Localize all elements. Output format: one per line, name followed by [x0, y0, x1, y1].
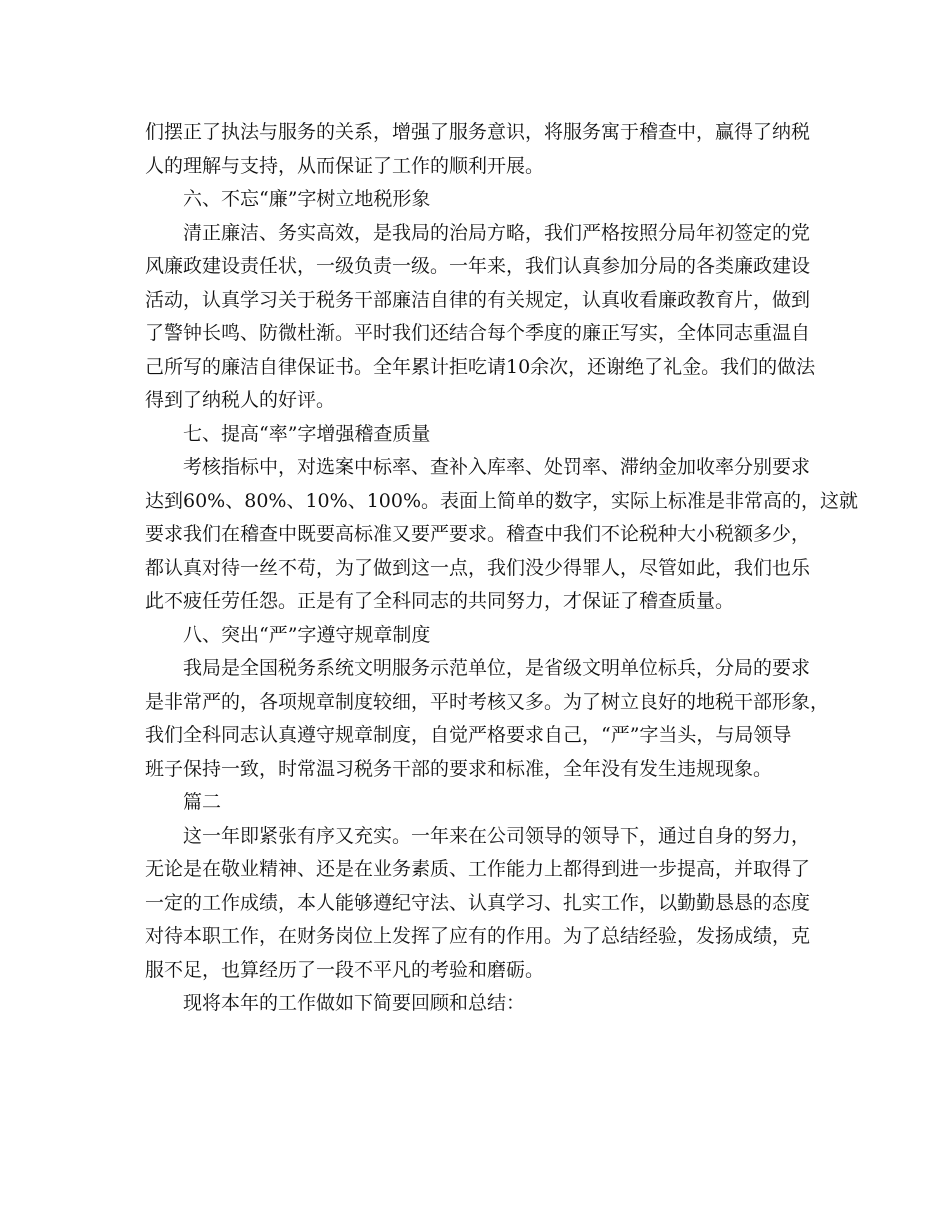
- paragraph-line: 们摆正了执法与服务的关系，增强了服务意识，将服务寓于稽查中，赢得了纳税: [145, 121, 811, 143]
- part-heading: 篇二: [183, 791, 222, 813]
- section-heading: 八、突出“严”字遵守规章制度: [183, 623, 431, 646]
- paragraph-line: 我局是全国税务系统文明服务示范单位，是省级文明单位标兵，分局的要求: [183, 657, 811, 679]
- paragraph-line: 这一年即紧张有序又充实。一年来在公司领导的领导下，通过自身的努力，: [183, 824, 811, 847]
- paragraph-line: 得到了纳税人的好评。: [145, 389, 336, 411]
- paragraph-line: 考核指标中，对选案中标率、查补入库率、处罚率、滞纳金加收率分别要求: [183, 456, 811, 478]
- paragraph-line: 是非常严的，各项规章制度较细，平时考核又多。为了树立良好的地税干部形象，: [145, 690, 830, 713]
- paragraph-line: 人的理解与支持，从而保证了工作的顺利开展。: [145, 154, 545, 177]
- paragraph-line: 班子保持一致，时常温习税务干部的要求和标准，全年没有发生违规现象。: [145, 757, 773, 780]
- paragraph-line: 一定的工作成绩，本人能够遵纪守法、认真学习、扎实工作，以勤勤恳恳的态度: [145, 891, 811, 914]
- document-body: [145, 116, 859, 1021]
- paragraph-line: 达到60%、80%、10%、100%。表面上简单的数字，实际上标准是非常高的，这就: [145, 489, 859, 512]
- section-heading: 六、不忘“廉”字树立地税形象: [183, 188, 431, 210]
- paragraph-line: 服不足，也算经历了一段不平凡的考验和磨砺。: [145, 958, 545, 981]
- paragraph-line: 活动，认真学习关于税务干部廉洁自律的有关规定，认真收看廉政教育片，做到: [145, 288, 811, 311]
- paragraph-line: 此不疲任劳任怨。正是有了全科同志的共同努力，才保证了稽查质量。: [145, 590, 735, 612]
- paragraph-line: 对待本职工作，在财务岗位上发挥了应有的作用。为了总结经验，发扬成绩，克: [145, 925, 811, 947]
- paragraph-line: 要求我们在稽查中既要高标准又要严要求。稽查中我们不论税种大小税额多少，: [145, 523, 811, 545]
- section-heading: 七、提高“率”字增强稽查质量: [183, 422, 431, 445]
- paragraph-line: 我们全科同志认真遵守规章制度，自觉严格要求自己，“严”字当头，与局领导: [145, 724, 792, 746]
- paragraph-line: 无论是在敬业精神、还是在业务素质、工作能力上都得到进一步提高，并取得了: [145, 858, 811, 880]
- paragraph-line: 风廉政建设责任状，一级负责一级。一年来，我们认真参加分局的各类廉政建设: [145, 255, 811, 277]
- paragraph-line: 了警钟长鸣、防微杜渐。平时我们还结合每个季度的廉正写实，全体同志重温自: [145, 322, 811, 344]
- paragraph-line: 己所写的廉洁自律保证书。全年累计拒吃请10余次，还谢绝了礼金。我们的做法: [145, 355, 816, 378]
- paragraph-line: 都认真对待一丝不苟，为了做到这一点，我们没少得罪人，尽管如此，我们也乐: [145, 556, 811, 579]
- paragraph-line: 清正廉洁、务实高效，是我局的治局方略，我们严格按照分局年初签定的党: [183, 221, 811, 244]
- paragraph-line: 现将本年的工作做如下简要回顾和总结：: [183, 992, 526, 1014]
